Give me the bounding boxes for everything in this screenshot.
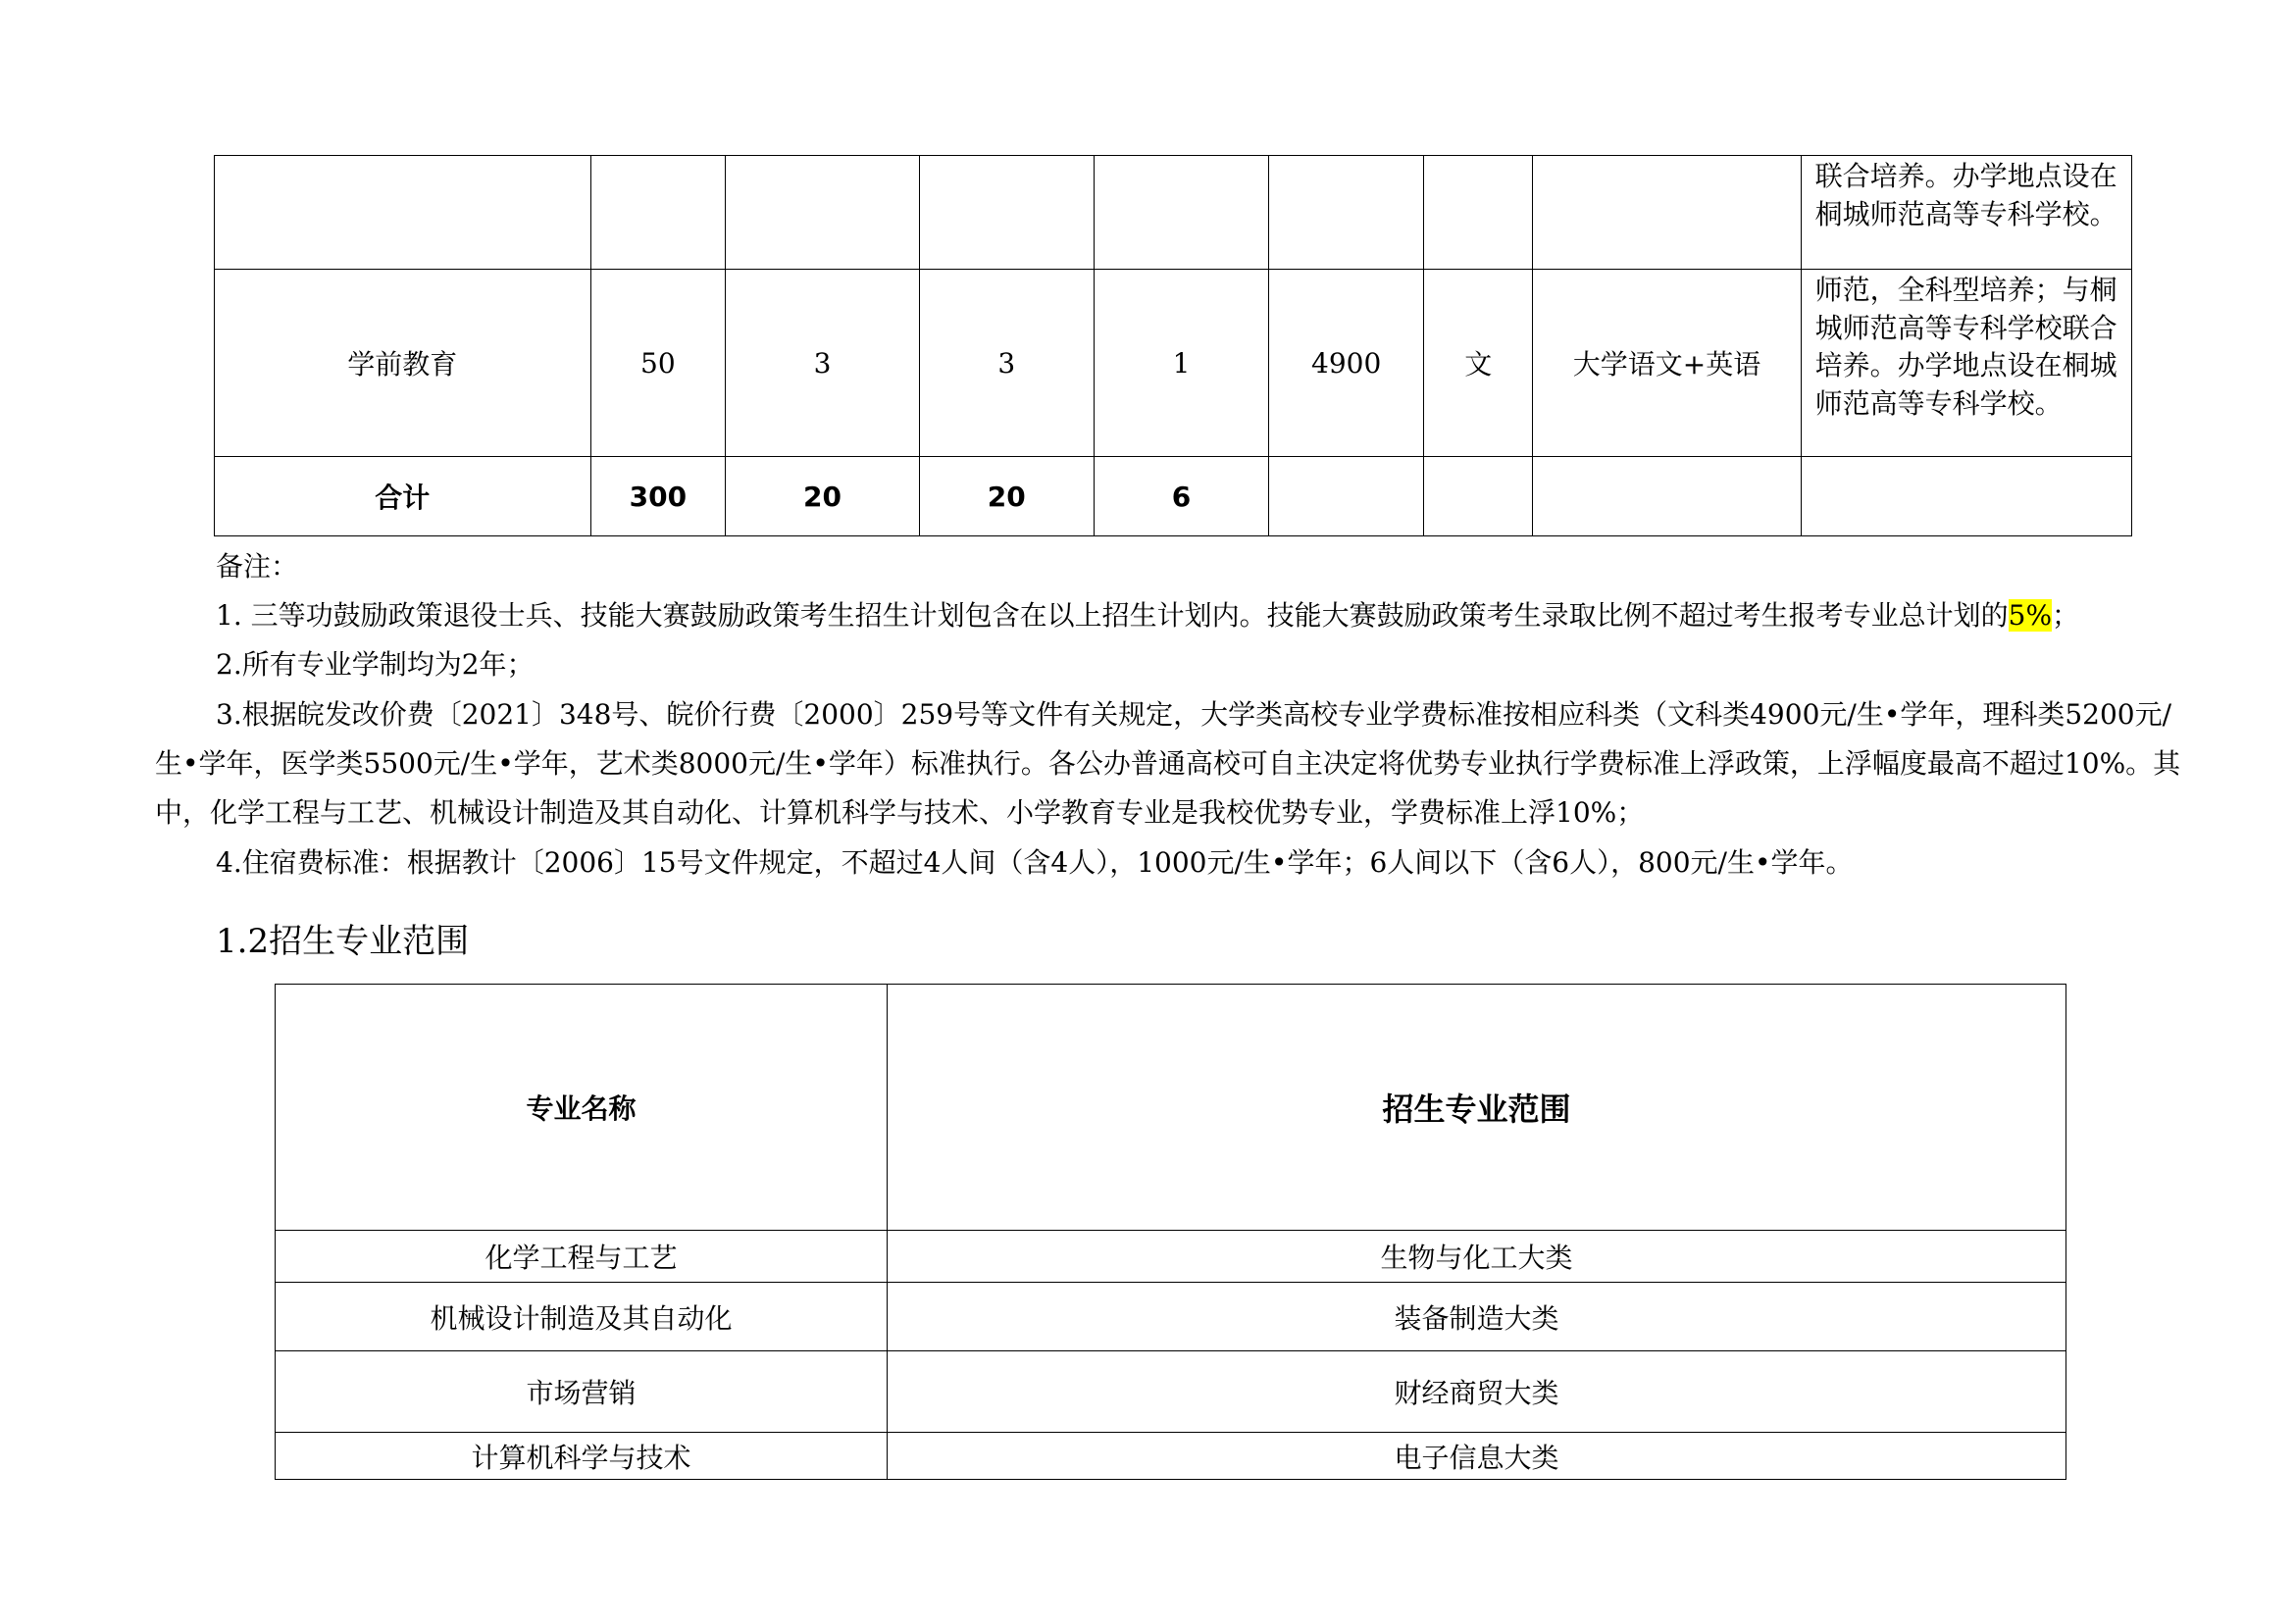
table-row: [276, 1231, 2066, 1283]
header-major-name: 专业名称: [276, 985, 888, 1231]
table-row: [276, 1283, 2066, 1351]
table-row: [276, 1351, 2066, 1433]
scope-cell: 电子信息大类: [888, 1433, 2066, 1480]
note-3: 3.根据皖发改价费〔2021〕348号、皖价行费〔2000〕259号等文件有关规定，大学类高校专业学费标准按相应科类（文科类4900元/生•学年，理科类5200元/生•学年，医学类5500元/生•学年，艺术类8000元/生•学年）标准执行。各公办普通高校可自主决定将优势专业执行学费标准上浮政策，上浮幅度最高不超过10%。其中，化学工程与工艺、机械设计制造及其自动化、计算机科学与技术、小学教育专业是我校优势专业，学费标准上浮10%；: [155, 698, 2181, 829]
note-4: 4.住宿费标准：根据教计〔2006〕15号文件规定，不超过4人间（含4人），1000元/生•学年；6人间以下（含6人），800元/生•学年。: [216, 846, 1854, 879]
major-name-cell: 市场营销: [276, 1351, 888, 1433]
major-name-cell: 化学工程与工艺: [276, 1231, 888, 1283]
table-header-row: [276, 985, 2066, 1231]
header-scope: 招生专业范围: [888, 985, 2066, 1231]
note-cell: 联合培养。办学地点设在桐城师范高等专科学校。: [1801, 156, 2131, 270]
major-cell: 学前教育: [215, 270, 591, 457]
fee-cell: 4900: [1269, 270, 1424, 457]
note-1-end: ；: [2052, 599, 2080, 632]
major-name-cell: 机械设计制造及其自动化: [276, 1283, 888, 1351]
total-value: 20: [919, 457, 1094, 536]
note-2: 2.所有专业学制均为2年；: [216, 648, 535, 681]
value-cell: 3: [919, 270, 1094, 457]
category-cell: 文: [1424, 270, 1533, 457]
scope-cell: 生物与化工大类: [888, 1231, 2066, 1283]
major-name-cell: 计算机科学与技术: [276, 1433, 888, 1480]
table-row: [276, 1433, 2066, 1480]
value-cell: 1: [1094, 270, 1269, 457]
note-1: [216, 591, 2079, 640]
scope-cell: 财经商贸大类: [888, 1351, 2066, 1433]
major-scope-table: [275, 984, 2066, 1480]
plan-cell: 50: [590, 270, 726, 457]
exam-cell: 大学语文+英语: [1533, 270, 1801, 457]
table-row: [215, 270, 2132, 457]
note-1-text: 1. 三等功鼓励政策退役士兵、技能大赛鼓励政策考生招生计划包含在以上招生计划内。技能大赛鼓励政策考生录取比例不超过考生报考专业总计划的: [216, 599, 2009, 632]
enrollment-plan-table: [214, 155, 2132, 536]
table-row: [215, 156, 2132, 270]
highlighted-percent: 5%: [2008, 599, 2053, 632]
notes-heading: 备注：: [216, 550, 299, 583]
total-value: 6: [1094, 457, 1269, 536]
note-cell: 师范，全科型培养；与桐城师范高等专科学校联合培养。办学地点设在桐城师范高等专科学校。: [1801, 270, 2131, 457]
total-row: [215, 457, 2132, 536]
total-plan: 300: [590, 457, 726, 536]
value-cell: 3: [726, 270, 920, 457]
scope-cell: 装备制造大类: [888, 1283, 2066, 1351]
total-label: 合计: [215, 457, 591, 536]
section-title: 1.2招生专业范围: [216, 922, 470, 961]
total-value: 20: [726, 457, 920, 536]
